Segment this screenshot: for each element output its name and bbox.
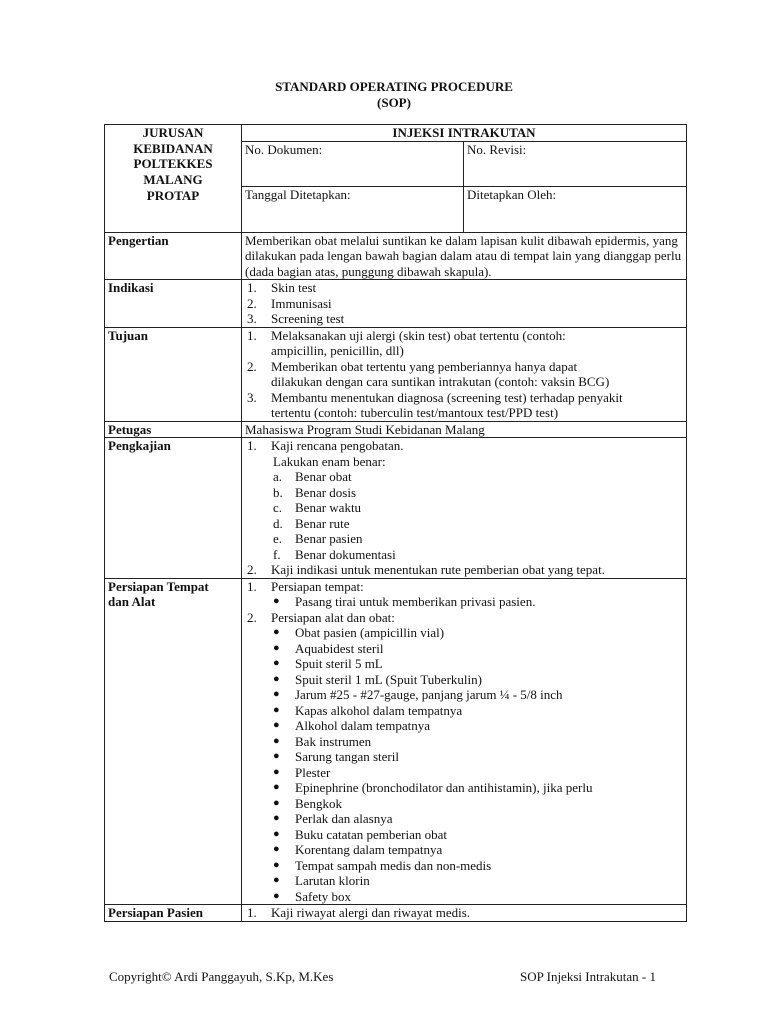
list-item: ● Jarum #25 - #27-gauge, panjang jarum ¼ - 5/8 inch	[273, 687, 563, 702]
list-item: b. Benar dosis	[273, 484, 357, 500]
persiapan-list	[242, 578, 687, 905]
sop-table	[104, 124, 687, 922]
pengertian-text: Memberikan obat melalui suntikan ke dalam lapisan kulit dibawah epidermis, yang dilakukan pada lengan bawah bagian dalam atau di tempat lain yang dianggap perlu (dada bagian atas, punggung dibawah skapula).	[242, 232, 687, 280]
list-item: a. Benar obat	[273, 469, 352, 484]
org-line: POLTEKKES	[133, 156, 213, 171]
list-item: ● Korentang dalam tempatnya	[273, 842, 443, 857]
list-item: Lakukan enam benar:	[273, 453, 386, 469]
row-label-petugas: Petugas	[105, 421, 242, 438]
list-item: 1. Kaji riwayat alergi dan riwayat medis.	[247, 905, 471, 920]
list-item: ● Buku catatan pemberian obat	[273, 826, 447, 842]
bullet-icon: ●	[273, 657, 280, 669]
list-item: ● Tempat sampah medis dan non-medis	[273, 857, 492, 873]
bullet-icon: ●	[273, 672, 280, 685]
bullet-icon: ●	[273, 765, 280, 778]
row-label-persiapan-pasien: Persiapan Pasien	[105, 905, 242, 922]
bullet-icon: ●	[273, 750, 280, 762]
bullet-icon: ●	[273, 626, 280, 638]
list-item: 1. Kaji rencana pengobatan.	[247, 438, 404, 453]
footer-copyright: Copyright© Ardi Panggayuh, S.Kp, M.Kes	[109, 969, 334, 984]
list-item: ● Spuit steril 5 mL	[273, 656, 383, 671]
list-item: ● Bengkok	[273, 795, 342, 811]
indikasi-list	[242, 280, 687, 328]
footer-page-label: SOP Injeksi Intrakutan - 1	[520, 969, 656, 984]
list-item: 3. Screening test	[247, 311, 345, 326]
list-item: ● Spuit steril 1 mL (Spuit Tuberkulin)	[273, 671, 482, 687]
row-label-pengertian: Pengertian	[105, 232, 242, 280]
org-line: KEBIDANAN	[133, 140, 213, 156]
list-item: 2. Kaji indikasi untuk menentukan rute pemberian obat yang tepat.	[247, 562, 605, 577]
no-revisi-cell: No. Revisi:	[464, 141, 687, 186]
row-label-persiapan-tempat: Persiapan Tempat dan Alat	[105, 578, 242, 905]
row-label-indikasi: Indikasi	[105, 280, 242, 328]
bullet-icon: ●	[273, 734, 280, 747]
list-item: 2. Persiapan alat dan obat:	[247, 609, 395, 625]
bullet-icon: ●	[273, 812, 280, 824]
row-label-pengkajian: Pengkajian	[105, 438, 242, 579]
pengkajian-list	[242, 438, 687, 579]
tanggal-cell: Tanggal Ditetapkan:	[242, 186, 464, 232]
bullet-icon: ●	[273, 688, 280, 700]
list-item: ● Aquabidest steril	[273, 640, 384, 656]
org-line: MALANG	[143, 171, 203, 187]
bullet-icon: ●	[273, 889, 280, 902]
row-label-tujuan: Tujuan	[105, 327, 242, 421]
list-item: ● Obat pasien (ampicillin vial)	[273, 625, 445, 640]
list-item: e. Benar pasien	[273, 531, 363, 546]
list-item: f. Benar dokumentasi	[273, 546, 396, 562]
bullet-icon: ●	[273, 796, 280, 809]
bullet-icon: ●	[273, 843, 280, 855]
list-item: 1. Melaksanakan uji alergi (skin test) obat tertentu (contoh: ampicillin, penicillin, dll)	[247, 327, 566, 358]
document-subtitle: (SOP)	[377, 95, 411, 110]
org-line: JURUSAN	[142, 125, 204, 140]
procedure-title: INJEKSI INTRAKUTAN	[242, 125, 687, 142]
list-item: c. Benar waktu	[273, 500, 362, 515]
list-item: 3. Membantu menentukan diagnosa (screening test) terhadap penyakit tertentu (contoh: tuberculin test/mantoux test/PPD test)	[247, 389, 623, 420]
bullet-icon: ●	[273, 827, 280, 840]
no-dokumen-cell: No. Dokumen:	[242, 141, 464, 186]
alat-list	[245, 625, 683, 904]
bullet-icon: ●	[273, 858, 280, 871]
list-item: 2. Memberikan obat tertentu yang pemberiannya hanya dapat dilakukan dengan cara suntikan intrakutan (contoh: vaksin BCG)	[247, 358, 610, 389]
list-item: ● Perlak dan alasnya	[273, 811, 393, 826]
ditetapkan-cell: Ditetapkan Oleh:	[464, 186, 687, 232]
list-item: ● Bak instrumen	[273, 733, 372, 749]
document-title: STANDARD OPERATING PROCEDURE	[275, 79, 513, 94]
pasien-list	[242, 905, 687, 922]
list-item: ● Safety box	[273, 888, 351, 904]
bullet-icon: ●	[273, 719, 280, 731]
petugas-text: Mahasiswa Program Studi Kebidanan Malang	[242, 421, 687, 438]
list-item: d. Benar rute	[273, 515, 350, 531]
list-item: ● Pasang tirai untuk memberikan privasi pasien.	[273, 594, 536, 609]
list-item: 1. Skin test	[247, 280, 317, 295]
list-item: ● Alkohol dalam tempatnya	[273, 718, 431, 733]
list-item: 2. Immunisasi	[247, 295, 332, 311]
protap-label: PROTAP	[146, 188, 200, 203]
bullet-icon: ●	[273, 703, 280, 716]
list-item: ● Plester	[273, 764, 331, 780]
list-item: ● Epinephrine (bronchodilator dan antihistamin), jika perlu	[273, 780, 593, 795]
list-item: ● Sarung tangan steril	[273, 749, 399, 764]
bullet-icon: ●	[273, 874, 280, 886]
bullet-icon: ●	[273, 781, 280, 793]
list-item: ● Kapas alkohol dalam tempatnya	[273, 702, 463, 718]
org-cell	[105, 125, 242, 233]
list-item: ● Larutan klorin	[273, 873, 370, 888]
bullet-icon: ●	[273, 641, 280, 654]
list-item: 1. Persiapan tempat:	[247, 578, 364, 594]
tujuan-list	[242, 327, 687, 421]
